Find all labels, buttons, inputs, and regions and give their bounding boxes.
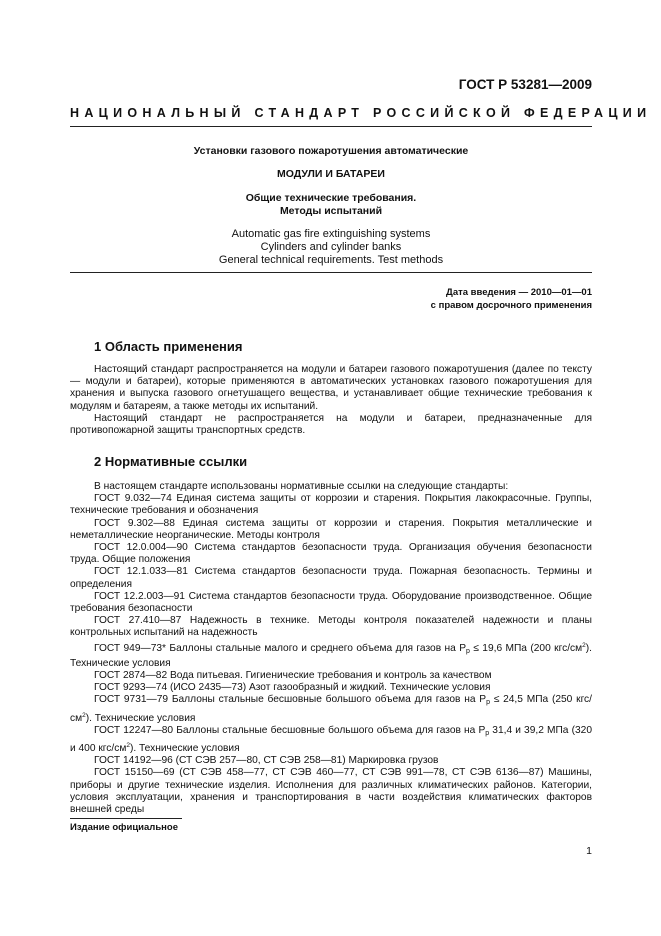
- section-1-heading: 1 Область применения: [94, 339, 243, 354]
- early-application-text: с правом досрочного применения: [430, 299, 592, 311]
- ref-9731-subscript: р: [486, 699, 490, 707]
- header-divider: [70, 126, 592, 127]
- ref-9731-superscript: 2: [82, 711, 86, 719]
- ref-12247-text-a: ГОСТ 12247—80 Баллоны стальные бесшовные большого объема для газов на P: [94, 724, 486, 736]
- ref-949-text-a: ГОСТ 949—73* Баллоны стальные малого и среднего объема для газов на P: [94, 642, 466, 654]
- reference-gost-15150: ГОСТ 15150—69 (СТ СЭВ 458—77, СТ СЭВ 460—77, СТ СЭВ 991—78, СТ СЭВ 6136—87) Машины, приборы и другие технические изделия. Исполнения для различных климатических районов. Категории, условия эксплуатации, хранения и транспортирования в части воздействия климатических факторов внешней среды: [70, 767, 592, 816]
- title-line-3a: Общие технические требования.: [245, 192, 417, 204]
- ref-949-text-b: ≤ 19,6 МПа (200 кгс/см: [469, 642, 583, 654]
- reference-gost-27-410: ГОСТ 27.410—87 Надежность в технике. Методы контроля показателей надежности и планы контрольных испытаний на надежность: [70, 615, 592, 639]
- introduction-date-text: Дата введения — 2010—01—01: [446, 287, 592, 298]
- official-edition-label: Издание официальное: [70, 822, 178, 833]
- title-divider: [70, 272, 592, 273]
- ref-949-text-c: ). Технические условия: [70, 642, 592, 669]
- ref-12247-text-b: 31,4 и 39,2 МПа (320 и 400 кгс/см: [70, 724, 592, 755]
- reference-gost-9731: [70, 694, 592, 724]
- ref-949-subscript: р: [465, 647, 470, 655]
- section-1-body: [70, 364, 592, 437]
- ref-12247-subscript: р: [485, 729, 490, 737]
- title-line-1: Установки газового пожаротушения автоматические: [193, 145, 469, 157]
- section-2-heading: 2 Нормативные ссылки: [94, 454, 248, 469]
- title-line-3b: Методы испытаний: [279, 205, 383, 217]
- english-title-1: Automatic gas fire extinguishing systems: [231, 228, 431, 240]
- reference-gost-9293: ГОСТ 9293—74 (ИСО 2435—73) Азот газообразный и жидкий. Технические условия: [94, 682, 491, 694]
- references-intro: В настоящем стандарте использованы нормативные ссылки на следующие стандарты:: [94, 481, 509, 492]
- gost-code: ГОСТ Р 53281—2009: [458, 77, 592, 92]
- ref-12247-superscript: 2: [126, 742, 130, 750]
- national-standard-heading: НАЦИОНАЛЬНЫЙ СТАНДАРТ РОССИЙСКОЙ ФЕДЕРАЦИИ: [70, 106, 652, 120]
- ref-12247-text-c: ). Технические условия: [129, 743, 240, 755]
- reference-gost-949: [70, 640, 592, 670]
- ref-949-superscript: 2: [582, 641, 586, 649]
- introduction-date: [70, 287, 592, 312]
- reference-gost-2874: ГОСТ 2874—82 Вода питьевая. Гигиенические требования и контроль за качеством: [94, 670, 492, 682]
- reference-gost-12-1-033: ГОСТ 12.1.033—81 Система стандартов безопасности труда. Пожарная безопасность. Термины и определения: [70, 566, 592, 590]
- title-line-2: МОДУЛИ И БАТАРЕИ: [277, 168, 385, 180]
- english-title-2: Cylinders and cylinder banks: [260, 241, 402, 253]
- reference-gost-12-2-003: ГОСТ 12.2.003—91 Система стандартов безопасности труда. Оборудование производственное. Общие требования безопасности: [70, 590, 592, 615]
- reference-gost-9-302: ГОСТ 9.302—88 Единая система защиты от коррозии и старения. Покрытия металлические и неметаллические неорганические. Методы контроля: [70, 517, 592, 541]
- reference-gost-14192: ГОСТ 14192—96 (СТ СЭВ 257—80, СТ СЭВ 258—81) Маркировка грузов: [94, 755, 439, 767]
- footer-divider: [70, 818, 182, 819]
- section-2-body: [70, 481, 592, 816]
- ref-9731-text-a: ГОСТ 9731—79 Баллоны стальные бесшовные большого объема для газов на P: [94, 694, 487, 706]
- reference-gost-12247: [70, 725, 592, 755]
- section-1-paragraph-1: Настоящий стандарт распространяется на модули и батареи газового пожаротушения (далее по тексту — модули и батареи), которые применяются в автоматических установках газового пожаротушения для хранения и выпуска газового огнетушащего вещества, и устанавливает общие технические требования к модулям и батареям, а также методы их испытаний.: [70, 364, 592, 412]
- section-1-paragraph-2: Настоящий стандарт не распространяется на модули и батареи, предназначенные для противопожарной защиты транспортных средств.: [70, 412, 592, 437]
- page-number: 1: [586, 845, 592, 857]
- reference-gost-12-0-004: ГОСТ 12.0.004—90 Система стандартов безопасности труда. Организация обучения безопасности труда. Общие положения: [70, 542, 592, 566]
- reference-gost-9-032: ГОСТ 9.032—74 Единая система защиты от коррозии и старения. Покрытия лакокрасочные. Группы, технические требования и обозначения: [70, 493, 592, 517]
- english-title-3: General technical requirements. Test methods: [218, 254, 444, 266]
- ref-9731-text-b: ≤ 24,5 МПа (250 кгс/см: [70, 694, 592, 724]
- ref-9731-text-c: ). Технические условия: [85, 712, 196, 724]
